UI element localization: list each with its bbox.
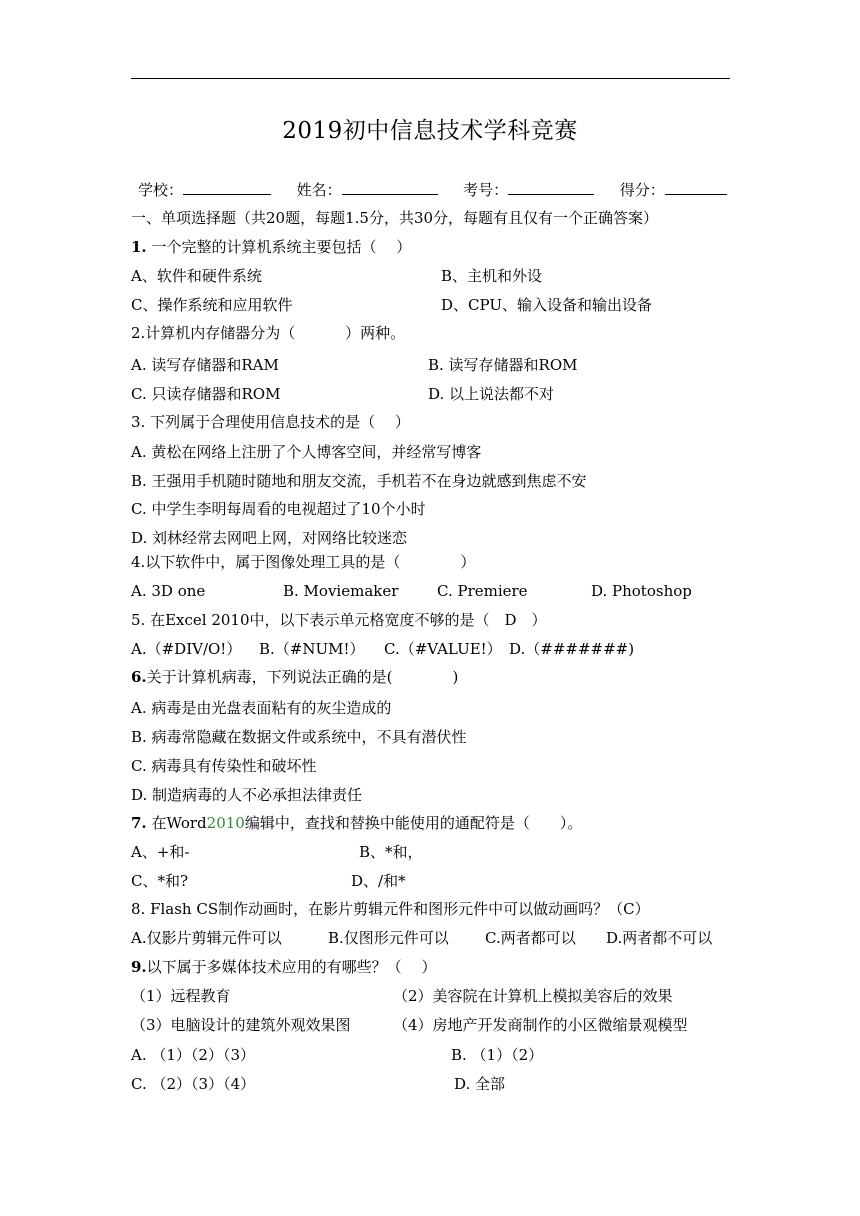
option-a: A.仅影片剪辑元件可以	[131, 929, 282, 947]
option-d: D. Photoshop	[591, 582, 692, 600]
name-label: 姓名：	[296, 181, 342, 199]
question-number: 7.	[131, 814, 147, 832]
option-a: A. 3D one	[131, 582, 206, 600]
section-heading: 一、单项选择题（共20题，每题1.5分，共30分，每题有且仅有一个正确答案）	[131, 209, 659, 227]
student-info-row	[138, 180, 727, 200]
option-c: C、操作系统和应用软件	[131, 296, 293, 314]
question-6	[131, 667, 458, 687]
id-field[interactable]	[508, 180, 594, 195]
school-label: 学校：	[138, 181, 184, 199]
option-b: B、主机和外设	[441, 267, 543, 285]
question-7	[131, 813, 582, 833]
question-5: 5. 在Excel 2010中，以下表示单元格宽度不够的是（ D ）	[131, 611, 547, 629]
q9-items-row2	[131, 1015, 688, 1035]
option-c: C. （2）（3）（4）	[131, 1075, 256, 1093]
question-text: 一个完整的计算机系统主要包括（ ）	[146, 238, 412, 256]
option-a: A.（#DIV/O!）	[131, 640, 242, 658]
item-1: （1）远程教育	[131, 987, 231, 1005]
q1-options-row1	[131, 266, 543, 286]
q2-options-row1	[131, 355, 578, 375]
question-1	[131, 237, 411, 257]
score-field[interactable]	[665, 180, 727, 195]
item-3: （3）电脑设计的建筑外观效果图	[131, 1016, 351, 1034]
option-b: B、*和，	[359, 843, 423, 861]
option-a: A. 读写存储器和RAM	[131, 356, 279, 374]
option-c: C. 只读存储器和ROM	[131, 385, 281, 403]
q2-options-row2	[131, 384, 555, 404]
id-label: 考号：	[463, 181, 509, 199]
q9-options-row2	[131, 1074, 506, 1094]
q7-options-row1	[131, 842, 423, 862]
question-number: 6.	[131, 668, 147, 686]
question-text: 关于计算机病毒，下列说法正确的是( )	[146, 668, 459, 686]
q3-option-d: D. 刘林经常去网吧上网，对网络比较迷恋	[131, 529, 408, 547]
name-field[interactable]	[342, 180, 438, 195]
option-c: C、*和?	[131, 872, 189, 890]
question-text-rest: 编辑中，查找和替换中能使用的通配符是（ ）。	[244, 814, 583, 832]
q7-options-row2	[131, 871, 406, 891]
option-d: D、/和*	[351, 872, 406, 890]
q3-option-a: A. 黄松在网络上注册了个人博客空间，并经常写博客	[131, 443, 482, 461]
q9-items-row1	[131, 986, 673, 1006]
q6-option-b: B. 病毒常隐藏在数据文件或系统中，不具有潜伏性	[131, 728, 467, 746]
question-8: 8. Flash CS制作动画时，在影片剪辑元件和图形元件中可以做动画吗？（C）	[131, 900, 650, 918]
question-number: 9.	[131, 958, 147, 976]
option-b: B.仅图形元件可以	[328, 929, 449, 947]
question-text: 在Word	[146, 814, 207, 832]
option-d: D. 以上说法都不对	[428, 385, 555, 403]
option-b: B. Moviemaker	[283, 582, 399, 600]
question-2: 2.计算机内存储器分为（ ）两种。	[131, 324, 406, 342]
score-label: 得分：	[619, 181, 665, 199]
q5-options	[131, 639, 635, 659]
page-title: 2019初中信息技术学科竞赛	[282, 118, 578, 144]
q6-option-d: D. 制造病毒的人不必承担法律责任	[131, 786, 363, 804]
option-a: A、+和-	[131, 843, 190, 861]
option-c: C.两者都可以	[485, 929, 576, 947]
option-a: A. （1）（2）（3）	[131, 1046, 255, 1064]
option-d: D.（#######)	[509, 640, 635, 658]
q1-options-row2	[131, 295, 652, 315]
q9-options-row1	[131, 1045, 544, 1065]
item-4: （4）房地产开发商制作的小区微缩景观模型	[393, 1016, 688, 1034]
option-d: D、CPU、输入设备和输出设备	[441, 296, 652, 314]
q3-option-b: B. 王强用手机随时随地和朋友交流，手机若不在身边就感到焦虑不安	[131, 472, 587, 490]
option-c: C.（#VALUE!）	[384, 640, 502, 658]
q6-option-c: C. 病毒具有传染性和破坏性	[131, 757, 317, 775]
top-rule	[131, 78, 730, 79]
q6-option-a: A. 病毒是由光盘表面粘有的灰尘造成的	[131, 699, 392, 717]
q8-options	[131, 928, 713, 948]
question-4: 4.以下软件中，属于图像处理工具的是（ ）	[131, 553, 476, 571]
option-c: C. Premiere	[437, 582, 528, 600]
option-b: B. （1）（2）	[451, 1046, 544, 1064]
q4-options	[131, 581, 692, 601]
question-3: 3. 下列属于合理使用信息技术的是（ ）	[131, 413, 410, 431]
question-text: 以下属于多媒体技术应用的有哪些？（ ）	[146, 958, 437, 976]
school-field[interactable]	[183, 180, 271, 195]
option-b: B. 读写存储器和ROM	[428, 356, 578, 374]
option-b: B.（#NUM!）	[259, 640, 365, 658]
option-d: D.两者都不可以	[606, 929, 713, 947]
question-text-highlight: 2010	[206, 814, 245, 832]
option-d: D. 全部	[454, 1075, 506, 1093]
option-a: A、软件和硬件系统	[131, 267, 262, 285]
question-number: 1.	[131, 238, 147, 256]
question-9	[131, 957, 436, 977]
item-2: （2）美容院在计算机上模拟美容后的效果	[393, 987, 673, 1005]
q3-option-c: C. 中学生李明每周看的电视超过了10个小时	[131, 500, 426, 518]
